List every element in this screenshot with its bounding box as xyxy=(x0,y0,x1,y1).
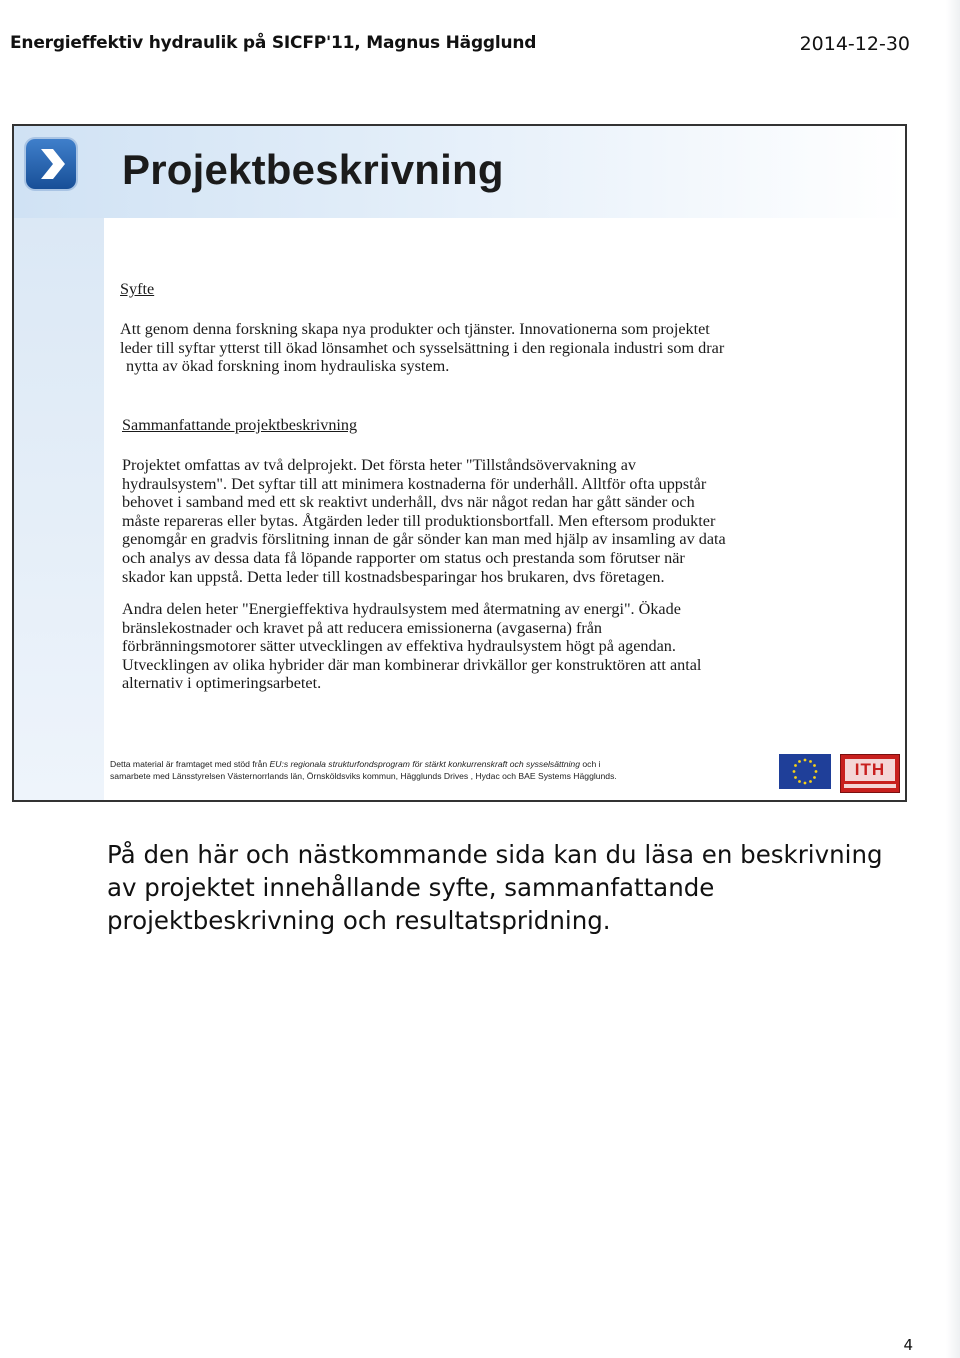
sammanfattning-heading: Sammanfattande projektbeskrivning xyxy=(122,416,358,434)
page-number: 4 xyxy=(903,1336,913,1354)
andra-delen-line: Andra delen heter "Energieffektiva hydraulsystem med återmatning av energi". Ökade xyxy=(122,600,681,618)
andra-delen-line: bränslekostnader och kravet på att reducera emissionerna (avgaserna) från xyxy=(122,618,602,637)
sammanfattning-line: genomgår en gradvis förslitning innan de går sönder kan man med hjälp av insamling av data xyxy=(122,530,726,549)
andra-delen-line: Utvecklingen av olika hybrider där man kombinerar drivkällor ger konstruktören att antal xyxy=(122,655,702,674)
caption-line: projektbeskrivning och resultatspridning. xyxy=(107,906,611,935)
footer-line-1 xyxy=(110,758,790,770)
sammanfattning-line: skador kan uppstå. Detta leder till kostnadsbesparingar hos brukaren, dvs företagen. xyxy=(122,567,665,586)
sammanfattning-line: och analys av dessa data få löpande rapporter om status och prestanda som förutser när xyxy=(122,548,685,567)
page-caption xyxy=(107,838,883,937)
ith-logo-subline xyxy=(844,784,896,788)
ith-logo-text: ITH xyxy=(845,759,895,781)
slide-title: Projektbeskrivning xyxy=(122,146,504,193)
syfte-line: leder till syftar ytterst till ökad lönsamhet och sysselsättning i den regionala industri som drar xyxy=(120,338,725,357)
caption-line: av projektet innehållande syfte, sammanfattande xyxy=(107,873,715,902)
caption-line: På den här och nästkommande sida kan du läsa en beskrivning xyxy=(107,840,883,869)
footer-text: och i xyxy=(580,759,601,769)
syfte-heading: Syfte xyxy=(120,280,155,298)
footer-line-2: samarbete med Länsstyrelsen Västernorrlands län, Örnsköldsviks kommun, Hägglunds Drives , Hydac och BAE Systems Hägglunds. xyxy=(110,771,617,781)
eu-flag-logo xyxy=(779,754,831,789)
document-header-date: 2014-12-30 xyxy=(799,33,910,55)
sammanfattning-line: måste repareras eller bytas. Åtgärden leder till produktionsbortfall. Men eftersom produkter xyxy=(122,511,716,530)
syfte-line: nytta av ökad forskning inom hydrauliska system. xyxy=(126,357,450,376)
syfte-line: Att genom denna forskning skapa nya produkter och tjänster. Innovationerna som projektet xyxy=(120,320,710,338)
slide xyxy=(12,124,907,802)
sammanfattning-line: hydraulsystem". Det syftar till att minimera kostnaderna för underhåll. Alltför ofta uppstår xyxy=(122,474,707,493)
andra-delen-paragraph xyxy=(122,600,812,693)
ith-logo xyxy=(840,754,900,793)
andra-delen-line: förbränningsmotorer sätter utvecklingen av effektiva hydraulsystem högt på agendan. xyxy=(122,637,676,656)
sammanfattning-line: behovet i samband med ett sk reaktivt underhåll, dvs när något redan har gått sänder och xyxy=(122,493,695,512)
syfte-paragraph xyxy=(120,320,820,376)
slide-footer-note xyxy=(110,758,790,782)
footer-text: Detta material är framtaget med stöd från xyxy=(110,759,270,769)
sammanfattning-line: Projektet omfattas av två delprojekt. Det första heter "Tillståndsövervakning av xyxy=(122,456,636,474)
andra-delen-line: alternativ i optimeringsarbetet. xyxy=(122,674,322,693)
sammanfattning-paragraph xyxy=(122,456,812,586)
chevron-right-icon xyxy=(26,139,76,189)
slide-side-band xyxy=(14,218,104,800)
scan-edge xyxy=(946,0,960,1358)
footer-program-name: EU:s regionala strukturfondsprogram för stärkt konkurrenskraft och sysselsättning xyxy=(269,759,580,769)
document-header-title: Energieffektiv hydraulik på SICFP'11, Magnus Hägglund xyxy=(10,33,537,53)
